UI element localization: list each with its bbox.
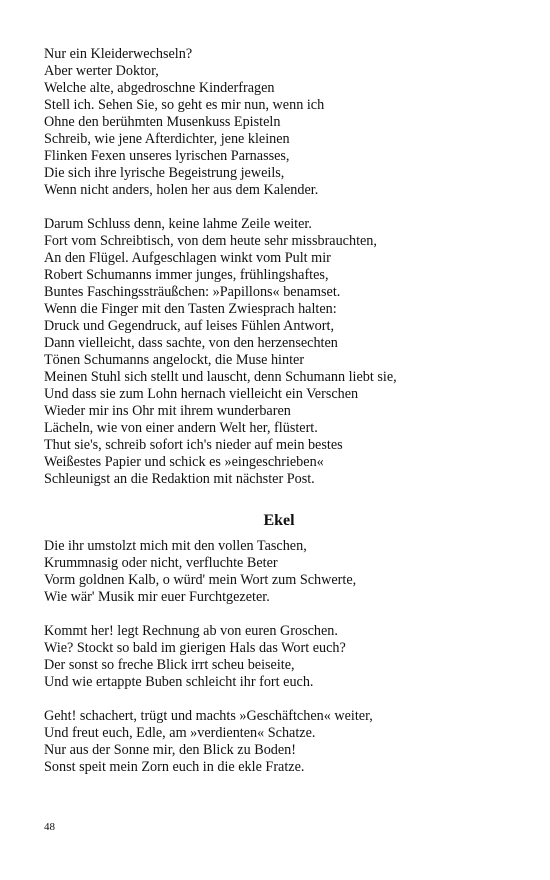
stanza-break	[44, 199, 514, 216]
verse-line: Stell ich. Sehen Sie, so geht es mir nun, wenn ich	[44, 97, 325, 113]
verse-line: Wie wär' Musik mir euer Furchtgezeter.	[44, 589, 270, 605]
stanza	[44, 623, 514, 691]
verse-line: Weißestes Papier und schick es »eingeschrieben«	[44, 454, 324, 470]
verse-line: Dann vielleicht, dass sachte, von den herzensechten	[44, 335, 338, 351]
verse-line: Wieder mir ins Ohr mit ihrem wunderbaren	[44, 403, 291, 419]
poem-title: Ekel	[263, 512, 295, 529]
verse-line: Und freut euch, Edle, am »verdienten« Schatze.	[44, 725, 316, 741]
verse-line: Wenn nicht anders, holen her aus dem Kalender.	[44, 182, 319, 198]
verse-line: Fort vom Schreibtisch, von dem heute sehr missbrauchten,	[44, 233, 377, 249]
stanza	[44, 46, 514, 199]
verse-line: Kommt her! legt Rechnung ab von euren Groschen.	[44, 623, 338, 639]
verse-line: Die ihr umstolzt mich mit den vollen Taschen,	[44, 538, 307, 554]
poem-continued	[44, 46, 514, 488]
verse-line: Welche alte, abgedroschne Kinderfragen	[44, 80, 275, 96]
verse-line: Geht! schachert, trügt und machts »Geschäftchen« weiter,	[44, 708, 373, 724]
verse-line: Nur aus der Sonne mir, den Blick zu Boden!	[44, 742, 296, 758]
verse-line: Flinken Fexen unseres lyrischen Parnasses,	[44, 148, 290, 164]
poem-ekel	[44, 510, 514, 776]
verse-line: Und dass sie zum Lohn hernach vielleicht ein Verschen	[44, 386, 359, 402]
stanza	[44, 708, 514, 776]
stanza	[44, 538, 514, 606]
verse-line: Schleunigst an die Redaktion mit nächster Post.	[44, 471, 315, 487]
verse-line: Sonst speit mein Zorn euch in die ekle Fratze.	[44, 759, 305, 775]
verse-line: Wenn die Finger mit den Tasten Zwiesprach halten:	[44, 301, 337, 317]
verse-line: An den Flügel. Aufgeschlagen winkt vom Pult mir	[44, 250, 331, 266]
verse-line: Aber werter Doktor,	[44, 63, 159, 79]
verse-line: Ohne den berühmten Musenkuss Episteln	[44, 114, 281, 130]
verse-line: Vorm goldnen Kalb, o würd' mein Wort zum Schwerte,	[44, 572, 357, 588]
page-number: 48	[44, 821, 55, 833]
stanza	[44, 216, 514, 488]
verse-line: Krummnasig oder nicht, verfluchte Beter	[44, 555, 278, 571]
stanza-break	[44, 606, 514, 623]
verse-line: Thut sie's, schreib sofort ich's nieder auf mein bestes	[44, 437, 343, 453]
verse-line: Lächeln, wie von einer andern Welt her, flüstert.	[44, 420, 318, 436]
page-body	[44, 46, 514, 776]
verse-line: Meinen Stuhl sich stellt und lauscht, denn Schumann liebt sie,	[44, 369, 397, 385]
verse-line: Und wie ertappte Buben schleicht ihr fort euch.	[44, 674, 314, 690]
verse-line: Die sich ihre lyrische Begeistrung jeweils,	[44, 165, 285, 181]
verse-line: Robert Schumanns immer junges, frühlingshaftes,	[44, 267, 329, 283]
verse-line: Buntes Faschingssträußchen: »Papillons« benamset.	[44, 284, 341, 300]
verse-line: Wie? Stockt so bald im gierigen Hals das Wort euch?	[44, 640, 346, 656]
verse-line: Der sonst so freche Blick irrt scheu beiseite,	[44, 657, 295, 673]
verse-line: Schreib, wie jene Afterdichter, jene kleinen	[44, 131, 290, 147]
stanza-break	[44, 691, 514, 708]
verse-line: Tönen Schumanns angelockt, die Muse hinter	[44, 352, 305, 368]
verse-line: Nur ein Kleiderwechseln?	[44, 46, 193, 62]
verse-line: Darum Schluss denn, keine lahme Zeile weiter.	[44, 216, 312, 232]
verse-line: Druck und Gegendruck, auf leises Fühlen Antwort,	[44, 318, 334, 334]
